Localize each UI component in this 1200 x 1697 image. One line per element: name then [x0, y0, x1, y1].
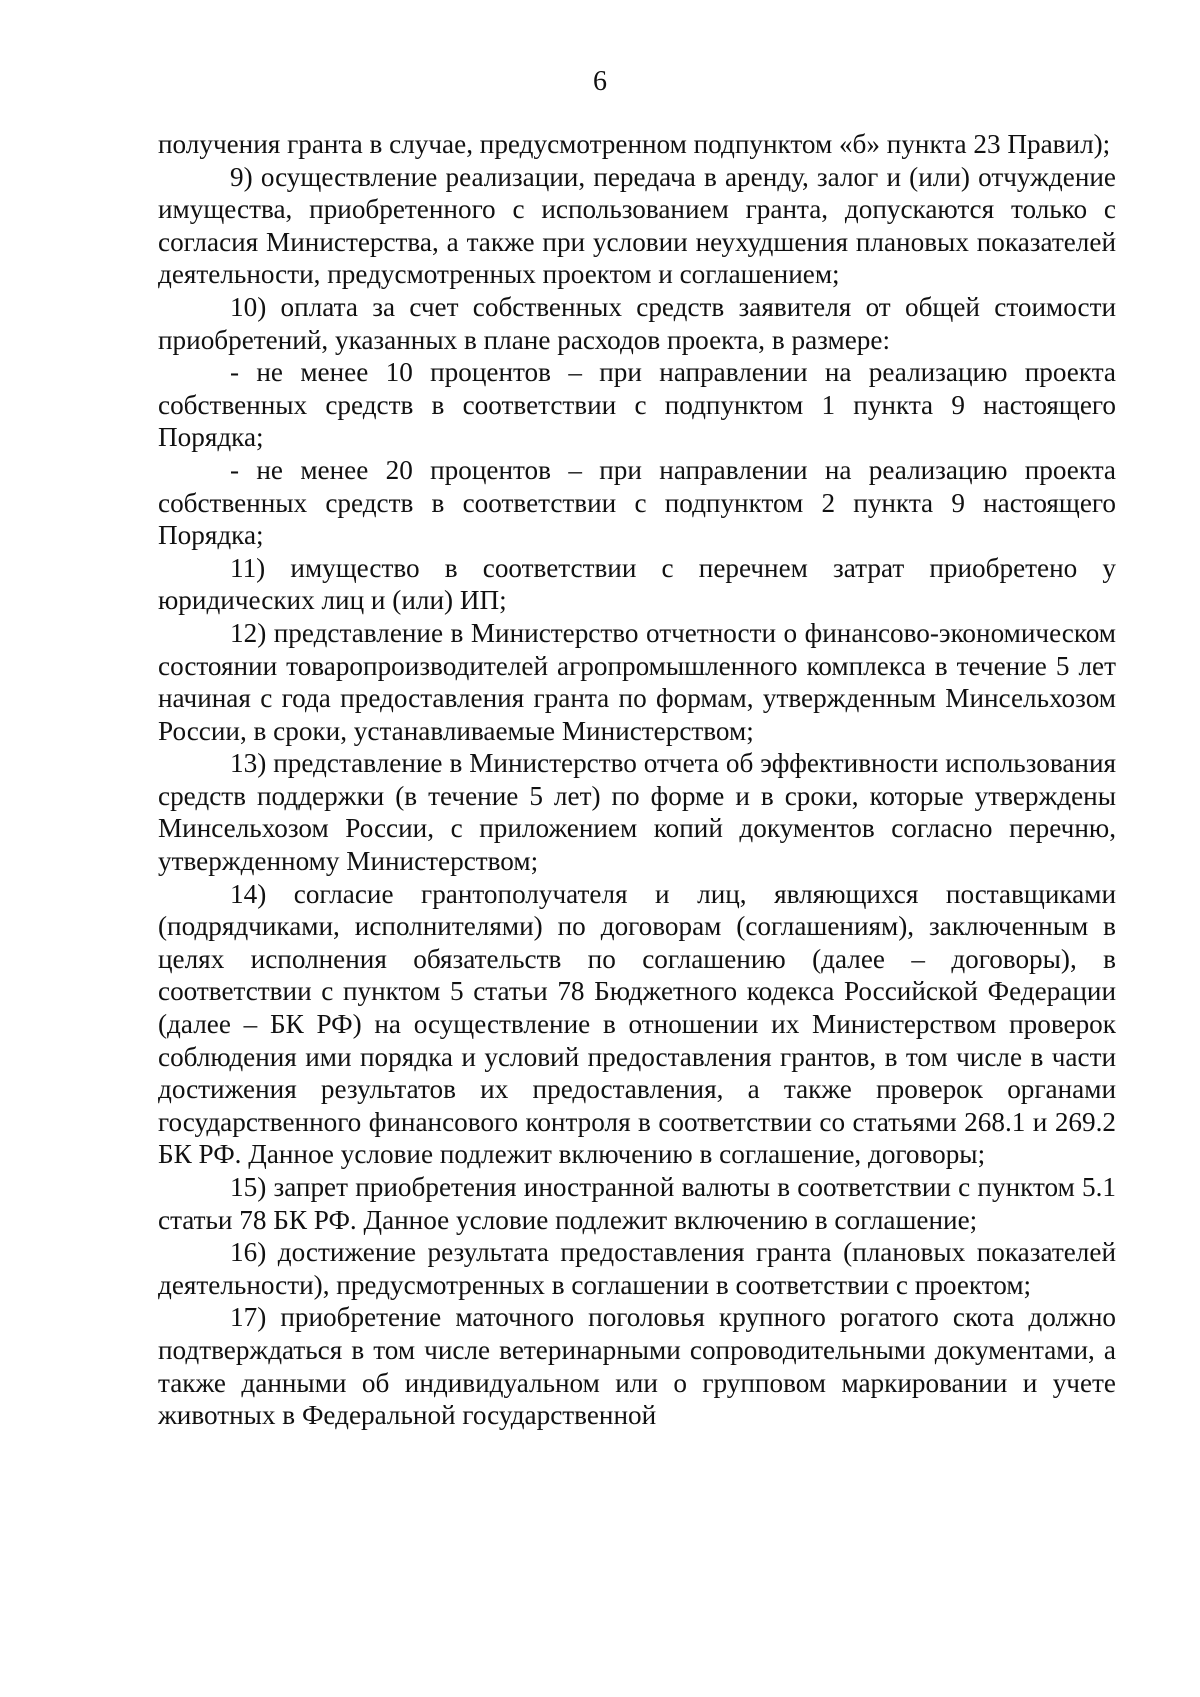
paragraph-item-11: 11) имущество в соответствии с перечнем затрат приобретено у юридических лиц и (или) ИП;: [158, 552, 1116, 616]
paragraph-item-15: 15) запрет приобретения иностранной валюты в соответствии с пунктом 5.1 статьи 78 БК РФ. Данное условие подлежит включению в соглашение;: [158, 1172, 1116, 1235]
paragraph-item-10-sub-2: - не менее 20 процентов – при направлении на реализацию проекта собственных средств в соответствии с подпунктом 2 пункта 9 настоящего Порядка;: [158, 454, 1116, 551]
paragraph-item-10: 10) оплата за счет собственных средств заявителя от общей стоимости приобретений, указанных в плане расходов проекта, в размере:: [158, 291, 1116, 355]
paragraph-item-16: 16) достижение результата предоставления гранта (плановых показателей деятельности), предусмотренных в соглашении в соответствии с проектом;: [158, 1237, 1116, 1300]
paragraph-item-13: 13) представление в Министерство отчета об эффективности использования средств поддержки (в течение 5 лет) по форме и в сроки, которые утверждены Минсельхозом России, с приложением копий документов согласно перечню, утвержденному Министерством;: [158, 748, 1116, 877]
document-body: [158, 128, 1116, 1432]
paragraph-item-12: 12) представление в Министерство отчетности о финансово-экономическом состоянии товаропроизводителей агропромышленного комплекса в течение 5 лет начиная с года предоставления гранта по формам, утвержденным Минсельхозом России, в сроки, устанавливаемые Министерством;: [158, 617, 1116, 746]
paragraph-item-14: 14) согласие грантополучателя и лиц, являющихся поставщиками (подрядчиками, исполнителями) по договорам (соглашениям), заключенным в целях исполнения обязательств по соглашению (далее – договоры), в соответствии с пунктом 5 статьи 78 Бюджетного кодекса Российской Федерации (далее – БК РФ) на осуществление в отношении их Министерством проверок соблюдения ими порядка и условий предоставления грантов, в том числе в части достижения результатов их предоставления, а также проверок органами государственного финансового контроля в соответствии со статьями 268.1 и 269.2 БК РФ. Данное условие подлежит включению в соглашение, договоры;: [158, 878, 1116, 1170]
paragraph-item-17: 17) приобретение маточного поголовья крупного рогатого скота должно подтверждаться в том числе ветеринарными сопроводительными документами, а также данными об индивидуальном или о групповом маркировании и учете животных в Федеральной государственной: [158, 1302, 1116, 1431]
paragraph-item-9: 9) осуществление реализации, передача в аренду, залог и (или) отчуждение имущества, приобретенного с использованием гранта, допускаются только с согласия Министерства, а также при условии неухудшения плановых показателей деятельности, предусмотренных проектом и соглашением;: [158, 161, 1116, 290]
paragraph-continuation: получения гранта в случае, предусмотренном подпунктом «б» пункта 23 Правил);: [158, 129, 1111, 159]
page-number: 6: [593, 66, 607, 97]
paragraph-item-10-sub-1: - не менее 10 процентов – при направлении на реализацию проекта собственных средств в соответствии с подпунктом 1 пункта 9 настоящего Порядка;: [158, 357, 1116, 453]
